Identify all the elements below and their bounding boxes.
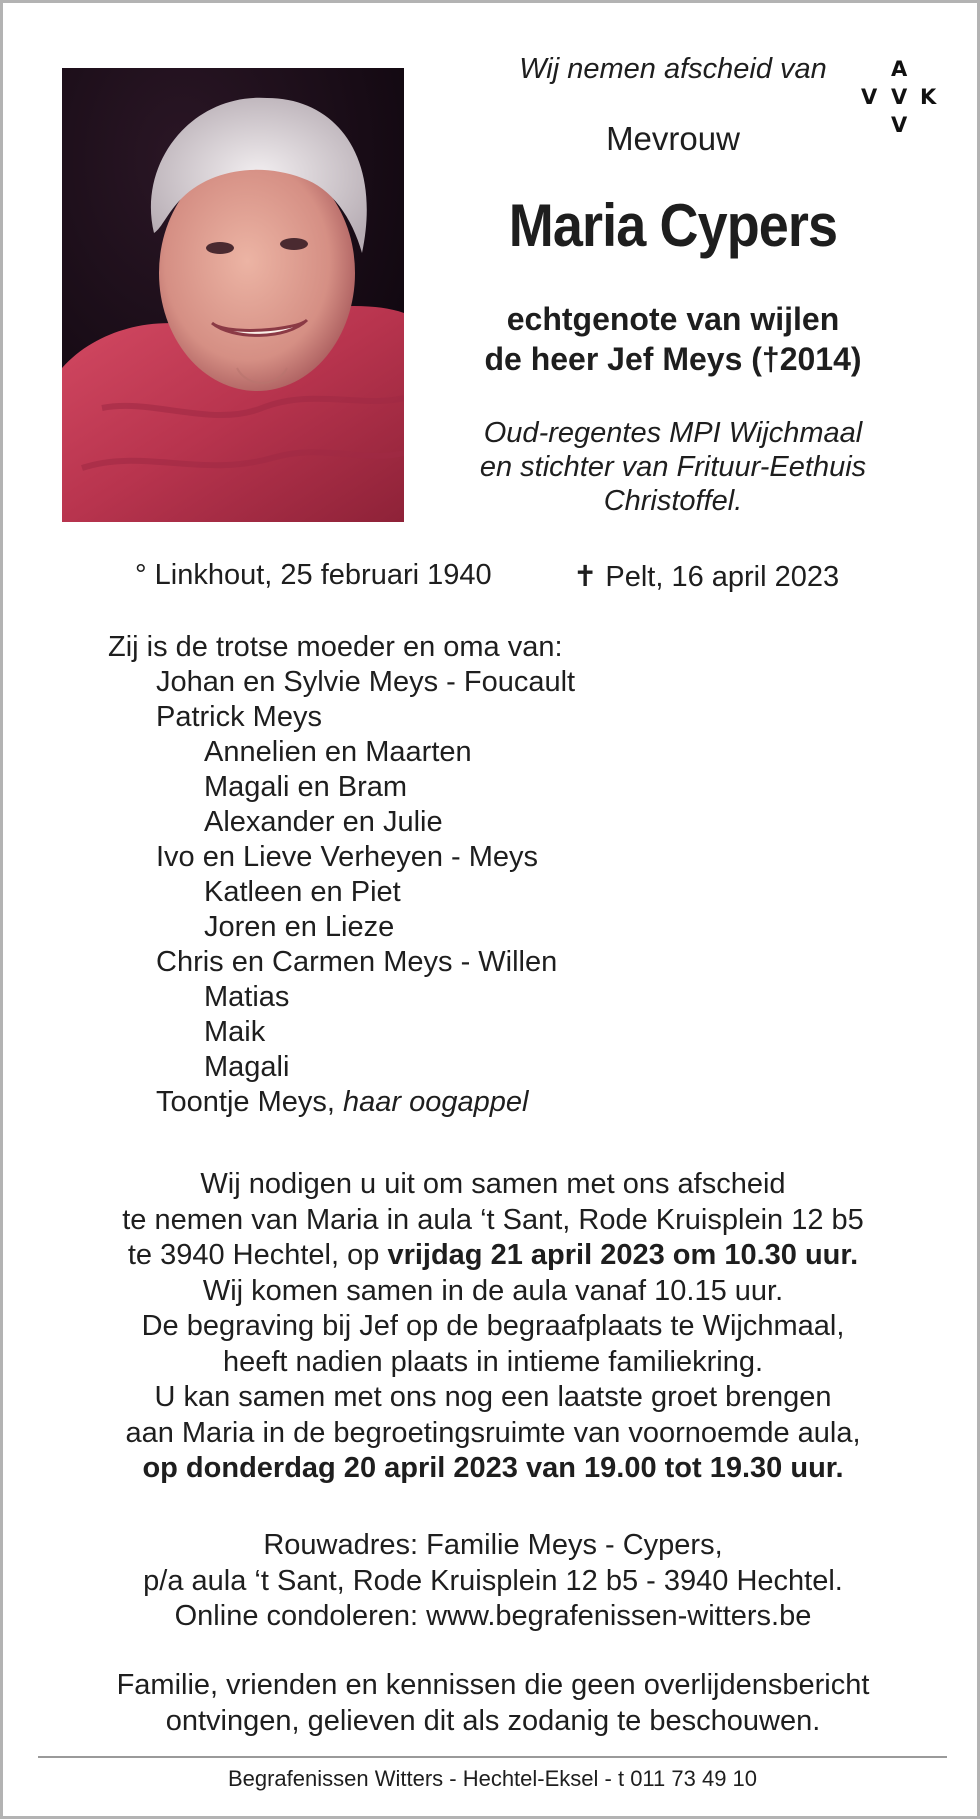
logo-letter-right: K bbox=[920, 85, 937, 109]
occupation-line: Christoffel. bbox=[603, 485, 743, 517]
grandchild: Magali en Bram bbox=[204, 771, 408, 803]
grandchild: Annelien en Maarten bbox=[204, 736, 472, 768]
notice-line: ontvingen, gelieven dit als zodanig te beschouwen. bbox=[165, 1704, 821, 1737]
logo-letter-left: V bbox=[861, 85, 878, 109]
grandchild: Alexander en Julie bbox=[204, 806, 443, 838]
invite-line bbox=[43, 1238, 943, 1274]
family-member: Patrick Meys bbox=[156, 701, 322, 733]
grandchild: Katleen en Piet bbox=[204, 876, 401, 908]
family-list bbox=[108, 630, 575, 1120]
invite-line: aan Maria in de begroetingsruimte van voornoemde aula, bbox=[125, 1416, 861, 1449]
funeral-home-footer: Begrafenissen Witters - Hechtel-Eksel - t 011 73 49 10 bbox=[227, 1766, 758, 1791]
honorific: Mevrouw bbox=[606, 120, 740, 157]
invite-line: Wij komen samen in de aula vanaf 10.15 uur. bbox=[202, 1274, 784, 1307]
grandchild: Maik bbox=[204, 1016, 266, 1048]
viewing-datetime bbox=[43, 1451, 943, 1487]
invite-line: De begraving bij Jef op de begraafplaats te Wijchmaal, bbox=[141, 1310, 845, 1342]
grandchild: Joren en Lieze bbox=[204, 911, 395, 943]
logo-letter-bottom: V bbox=[891, 113, 908, 137]
spouse-info bbox=[433, 299, 913, 379]
invite-line: Wij nodigen u uit om samen met ons afscheid bbox=[200, 1168, 786, 1200]
address-line: Rouwadres: Familie Meys - Cypers, bbox=[263, 1529, 723, 1561]
death-date: ✝ Pelt, 16 april 2023 bbox=[573, 561, 840, 593]
mourning-address bbox=[43, 1528, 943, 1635]
deceased-name: Maria Cypers bbox=[508, 192, 838, 259]
portrait-photo bbox=[62, 68, 404, 522]
birth-date: ° Linkhout, 25 februari 1940 bbox=[135, 559, 492, 591]
family-member: Ivo en Lieve Verheyen - Meys bbox=[156, 841, 539, 873]
occupation-line: en stichter van Frituur-Eethuis bbox=[479, 451, 867, 483]
family-member: Chris en Carmen Meys - Willen bbox=[156, 946, 558, 978]
notice-line: Familie, vrienden en kennissen die geen overlijdensbericht bbox=[116, 1669, 870, 1701]
ceremony-datetime: vrijdag 21 april 2023 om 10.30 uur. bbox=[387, 1239, 859, 1271]
occupation-info bbox=[433, 416, 913, 518]
last-member-note: haar oogappel bbox=[342, 1086, 529, 1118]
occupation-line: Oud-regentes MPI Wijchmaal bbox=[483, 417, 863, 449]
spouse-line: de heer Jef Meys (†2014) bbox=[484, 341, 862, 377]
grandchild: Magali bbox=[204, 1051, 290, 1083]
intro-text: Wij nemen afscheid van bbox=[519, 53, 827, 85]
family-heading: Zij is de trotse moeder en oma van: bbox=[108, 631, 563, 663]
portrait-image bbox=[62, 68, 404, 522]
spouse-line: echtgenote van wijlen bbox=[506, 301, 840, 337]
viewing-datetime-text: op donderdag 20 april 2023 van 19.00 tot 19.30 uur. bbox=[142, 1452, 844, 1484]
footer-divider bbox=[38, 1756, 947, 1758]
invitation-text bbox=[43, 1167, 943, 1487]
address-line: p/a aula ‘t Sant, Rode Kruisplein 12 b5 - 3940 Hechtel. bbox=[143, 1564, 843, 1597]
notice-text bbox=[43, 1668, 943, 1739]
condolence-link[interactable]: Online condoleren: www.begrafenissen-witters.be bbox=[174, 1600, 812, 1632]
invite-line: U kan samen met ons nog een laatste groet brengen bbox=[154, 1381, 832, 1413]
logo-letter-middle: V bbox=[891, 85, 908, 109]
invite-line: te nemen van Maria in aula ‘t Sant, Rode Kruisplein 12 b5 bbox=[122, 1203, 864, 1236]
last-member-name: Toontje Meys, bbox=[156, 1086, 335, 1118]
invite-line: heeft nadien plaats in intieme familiekring. bbox=[222, 1345, 764, 1378]
family-member: Johan en Sylvie Meys - Foucault bbox=[156, 666, 576, 698]
grandchild: Matias bbox=[204, 981, 290, 1013]
invite-line-part: te 3940 Hechtel, op bbox=[127, 1239, 380, 1271]
logo-letter-top: A bbox=[891, 57, 908, 81]
family-member-last bbox=[108, 1085, 575, 1120]
